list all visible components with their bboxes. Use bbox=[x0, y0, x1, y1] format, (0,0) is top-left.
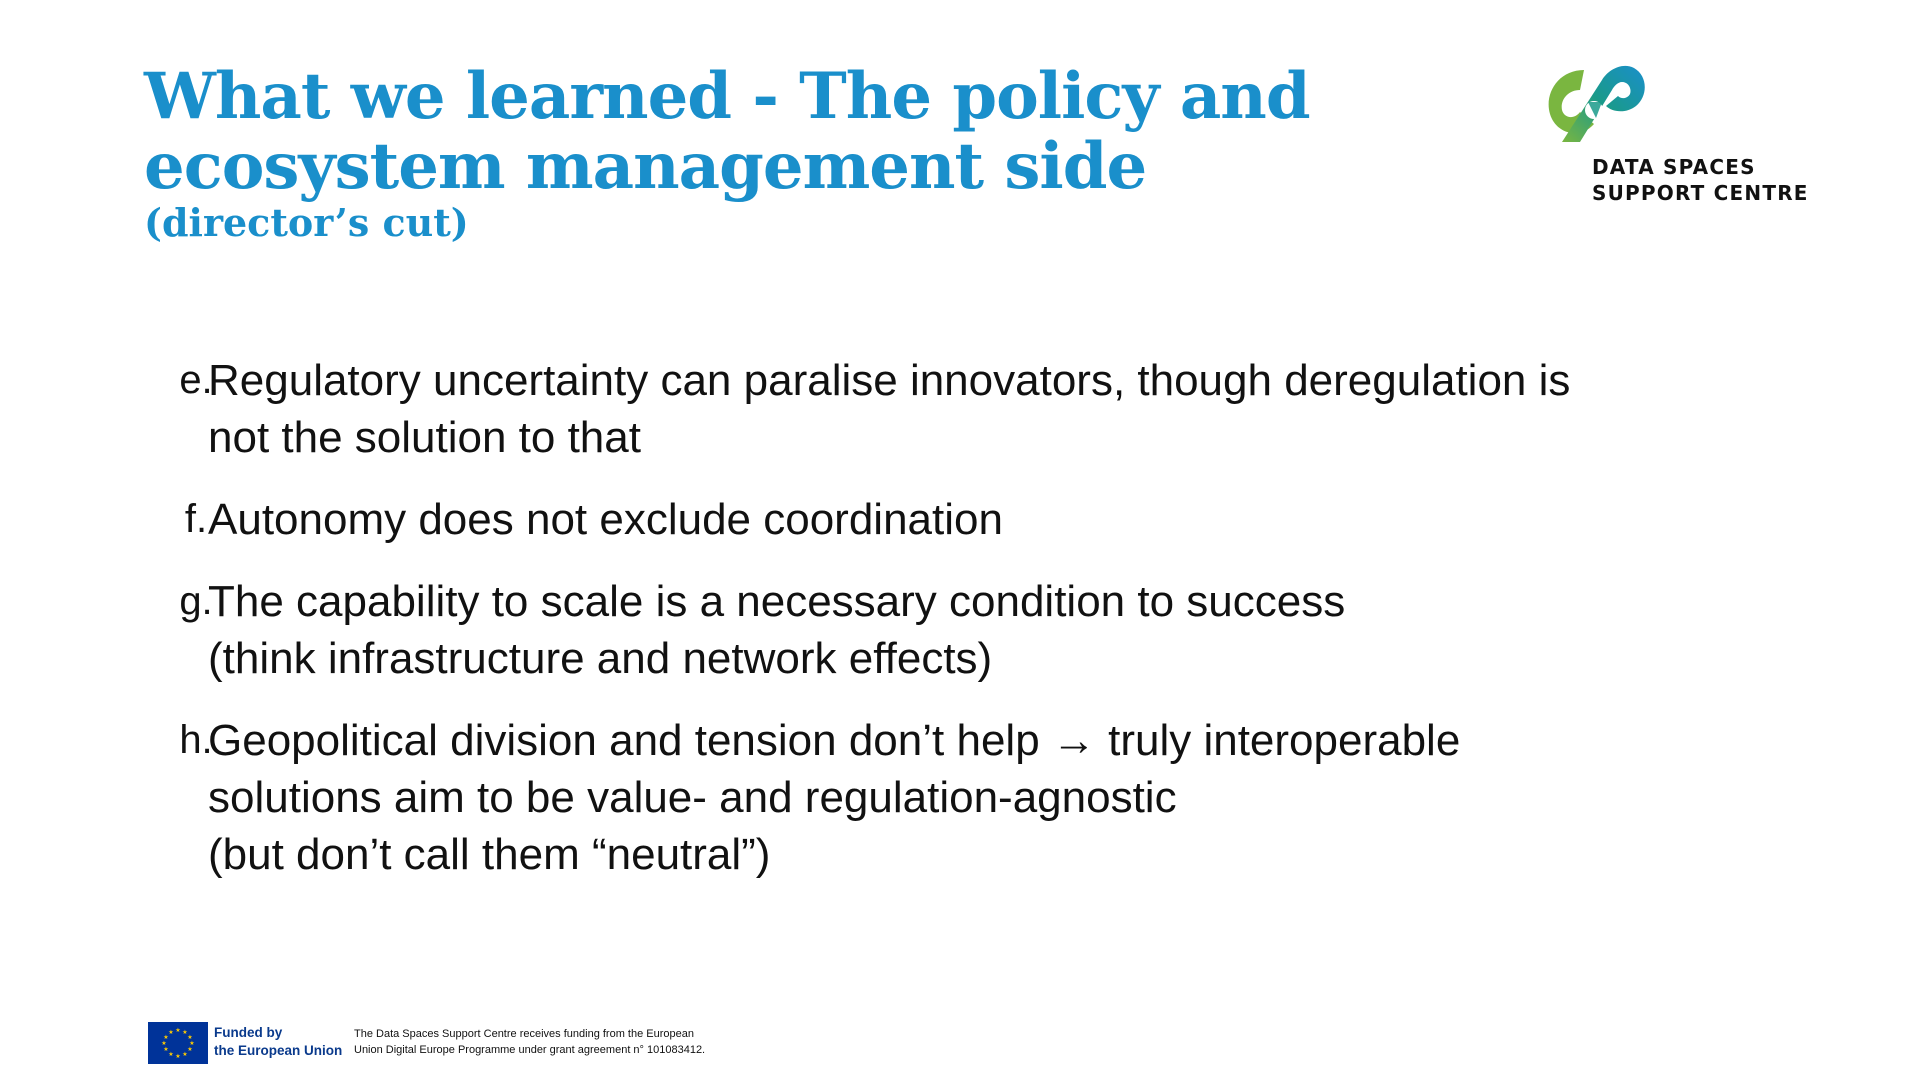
logo-text bbox=[1592, 154, 1809, 206]
list-item-text bbox=[208, 573, 1345, 687]
title-line-1: What we learned - The policy and bbox=[144, 59, 1310, 134]
svg-text:★: ★ bbox=[187, 1034, 193, 1041]
list-item bbox=[120, 573, 1760, 687]
title-line-2: ecosystem management side bbox=[144, 129, 1147, 204]
list-item-line: Autonomy does not exclude coordination bbox=[208, 495, 1003, 544]
svg-text:★: ★ bbox=[175, 1027, 181, 1034]
svg-text:★: ★ bbox=[187, 1046, 193, 1053]
list-item-text bbox=[208, 352, 1570, 466]
funded-by-eu: Funded by the European Union bbox=[214, 1025, 343, 1058]
svg-text:★: ★ bbox=[168, 1029, 174, 1036]
svg-text:★: ★ bbox=[163, 1034, 169, 1041]
list-item bbox=[120, 491, 1760, 548]
list-marker: f. bbox=[184, 497, 208, 541]
list-item-text bbox=[208, 712, 1460, 883]
list-marker: h. bbox=[179, 718, 213, 762]
list-item bbox=[120, 352, 1760, 466]
logo-line-2: SUPPORT CENTRE bbox=[1592, 181, 1809, 205]
list-item-line: solutions aim to be value- and regulation-agnostic bbox=[208, 773, 1177, 822]
svg-text:★: ★ bbox=[175, 1053, 181, 1060]
svg-text:★: ★ bbox=[182, 1029, 188, 1036]
list-item-line: (think infrastructure and network effects) bbox=[208, 634, 993, 683]
list-item-line: (but don’t call them “neutral”) bbox=[208, 830, 771, 879]
list-item bbox=[120, 712, 1760, 883]
svg-text:★: ★ bbox=[182, 1051, 188, 1058]
lessons-list bbox=[120, 352, 1760, 908]
dssc-logo-icon bbox=[1536, 58, 1656, 158]
slide-subtitle: (director’s cut) bbox=[144, 200, 469, 245]
list-marker: e. bbox=[179, 358, 213, 402]
eu-flag-icon bbox=[148, 1022, 208, 1064]
svg-text:★: ★ bbox=[189, 1040, 195, 1047]
svg-text:★: ★ bbox=[161, 1040, 167, 1047]
svg-text:★: ★ bbox=[163, 1046, 169, 1053]
slide-title bbox=[144, 59, 1310, 204]
logo-line-1: DATA SPACES bbox=[1592, 155, 1756, 179]
dssc-logo bbox=[1536, 58, 1809, 208]
list-item-line: Geopolitical division and tension don’t help → truly interoperable bbox=[208, 716, 1461, 765]
svg-text:★: ★ bbox=[168, 1051, 174, 1058]
list-item-line: not the solution to that bbox=[208, 413, 641, 462]
list-item-text bbox=[208, 491, 1003, 548]
list-item-line: Regulatory uncertainty can paralise innovators, though deregulation is bbox=[208, 356, 1571, 405]
list-marker: g. bbox=[179, 579, 213, 623]
funding-note: The Data Spaces Support Centre receives funding from the European Union Digital Europe Programme under grant agreement n° 101083412. bbox=[354, 1028, 706, 1056]
list-item-line: The capability to scale is a necessary condition to success bbox=[208, 577, 1346, 626]
title-block bbox=[144, 59, 1310, 246]
